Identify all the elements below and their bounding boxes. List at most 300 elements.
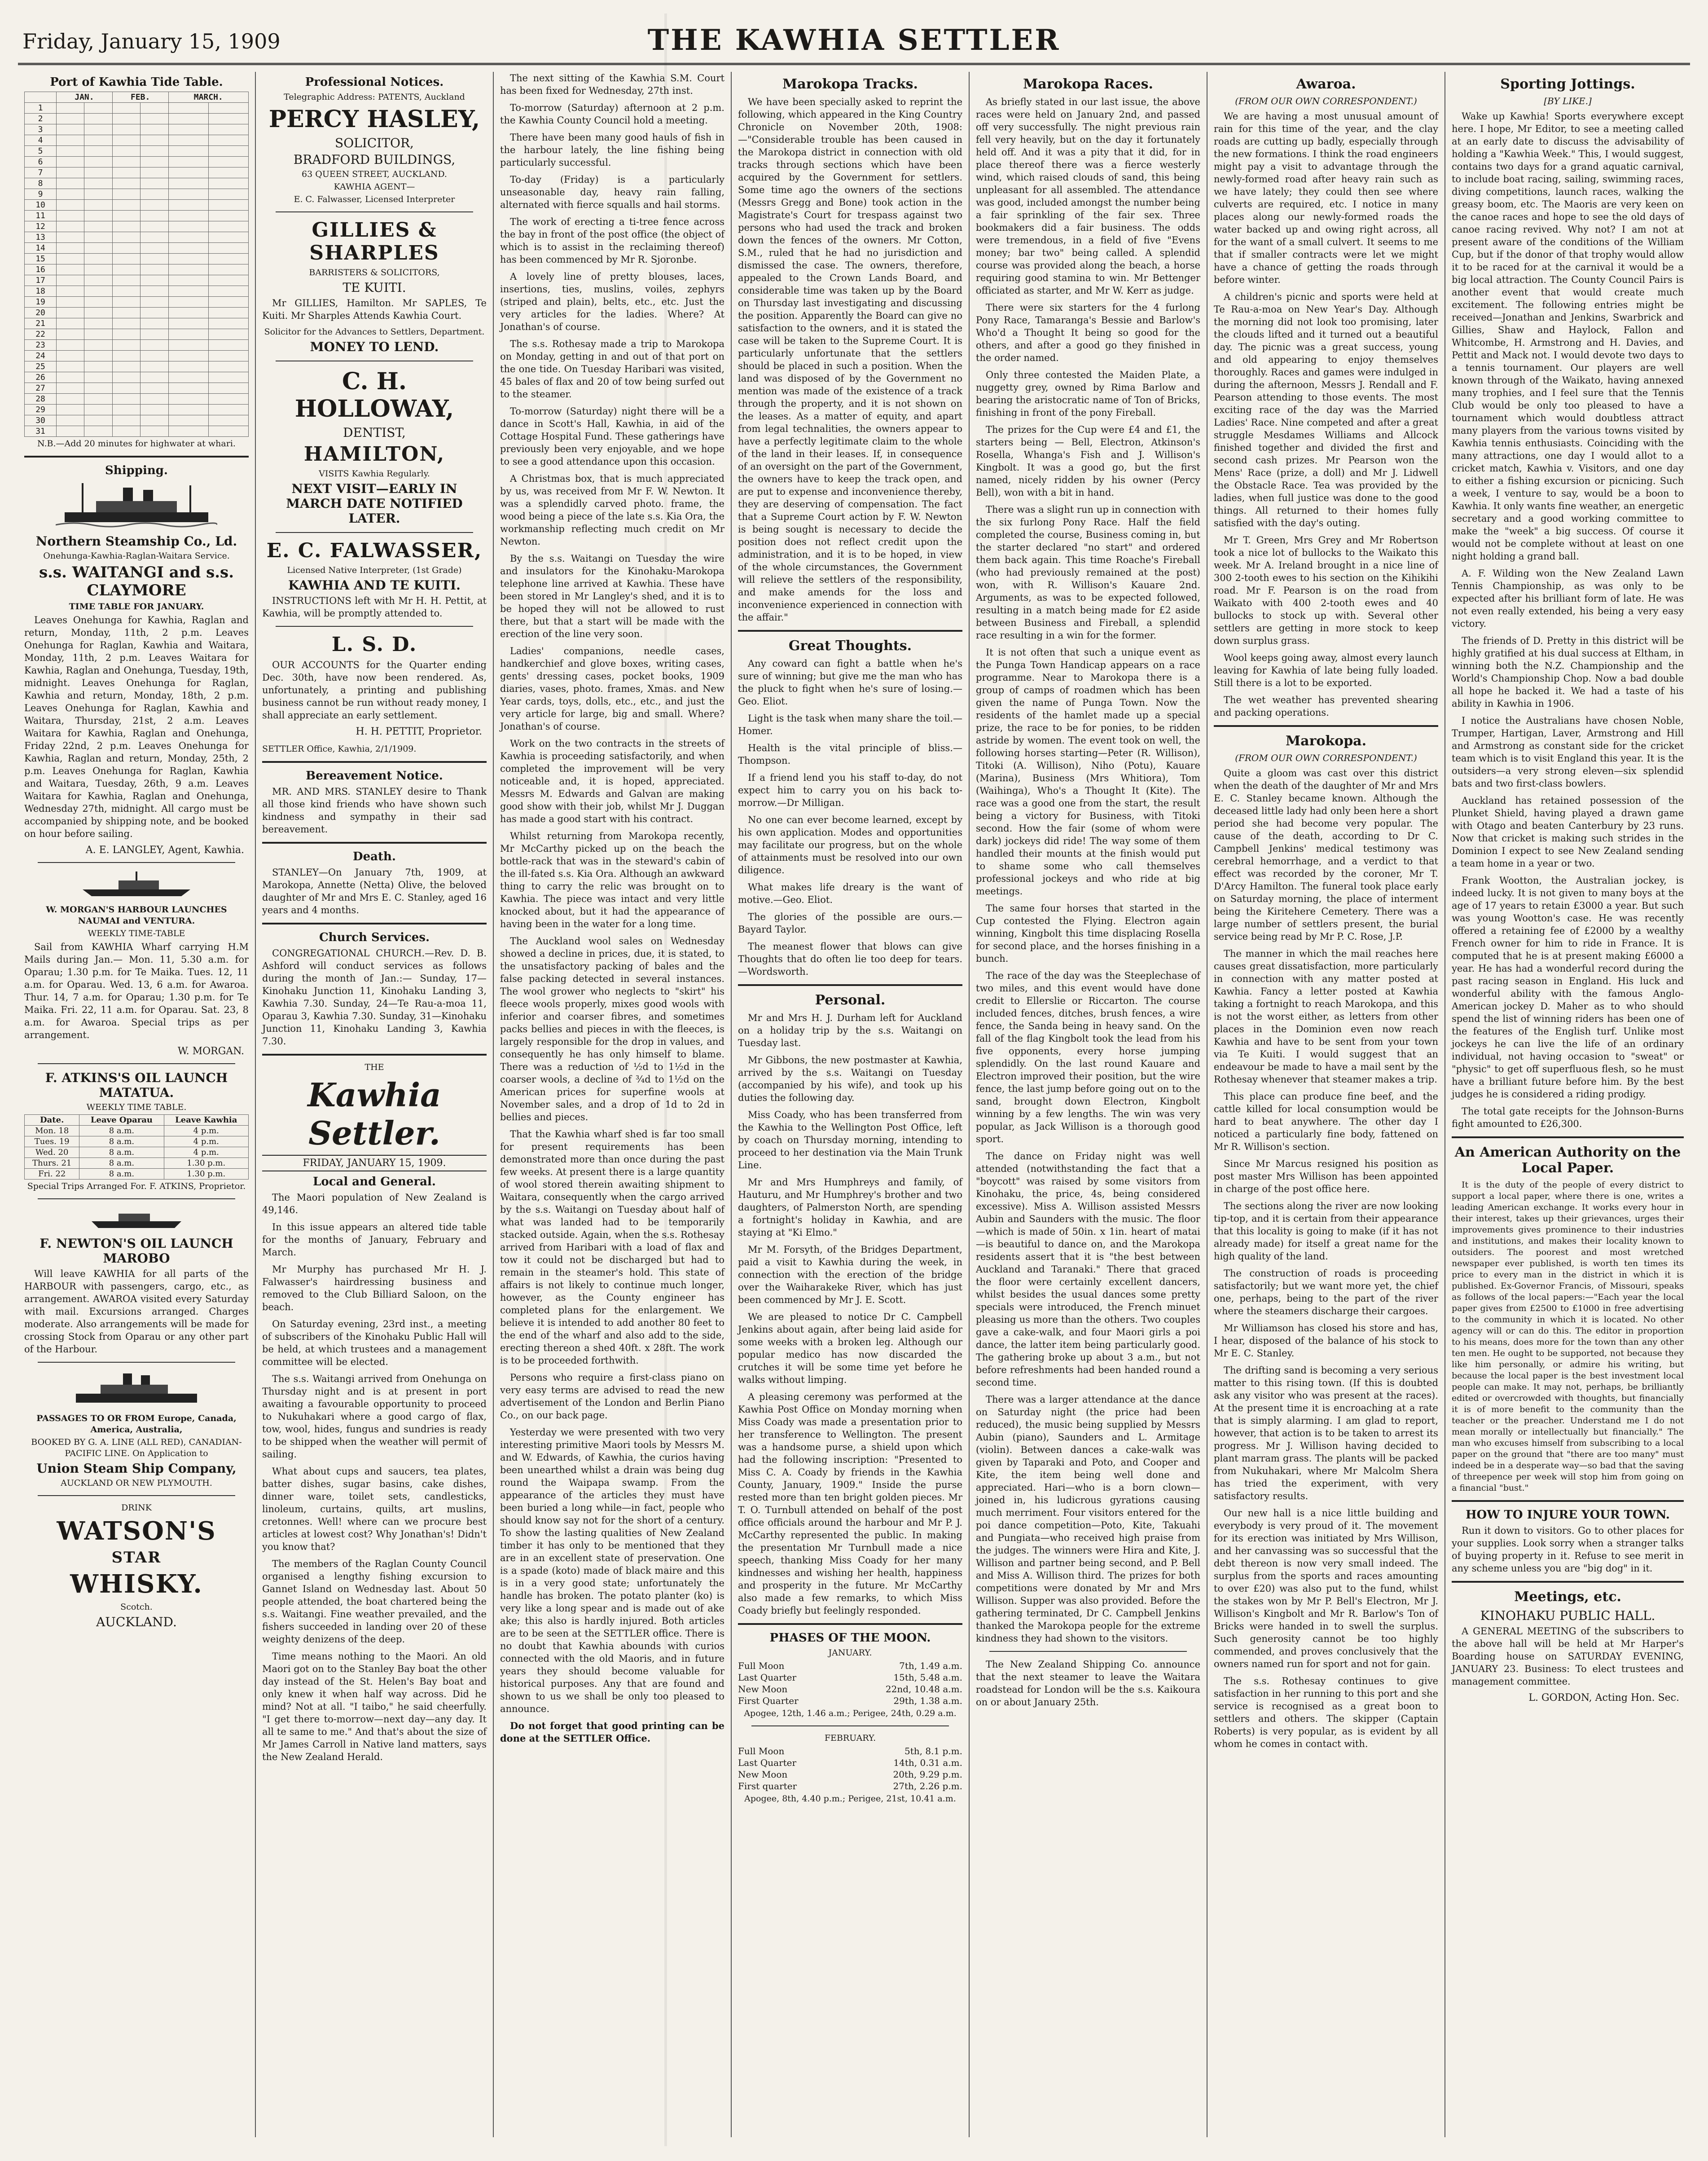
marokopa-para: The manner in which the mail reaches here causes great dissatisfaction, more particularly in connection with any matter posted at Kawhia. Fancy a letter posted at Kawhia taking a fortnight to reach Marokopa, and this is not the worst either, as letters from other places in the Dominion even now reach Kawhia and have to be sent from your town via Te Kuiti. I would suggest that an endeavour be made to have a mail sent by the Rothesay whenever that steamer makes a trip.: [1214, 948, 1438, 1085]
races-para: There were six starters for the 4 furlong Pony Race, Tamaranga's Bessie and Barlow's Who'd a Thought It being so good for the others, and after a good go they finished in the order named.: [976, 302, 1200, 363]
tide-cell: [112, 426, 140, 437]
tide-row: [25, 211, 249, 221]
news-para: Persons who require a first-class piano on very easy terms are advised to read the new advertisement of the London and Berlin Piano Co., on our back page.: [500, 1372, 724, 1421]
holloway-name: C. H. HOLLOWAY,: [294, 368, 454, 423]
marokopa-para: The drifting sand is becoming a very serious matter to this rising town. (If this is doubted ask any visitor who was present at the races). At the present time it is encroaching at a rate that is simply alarming. I am glad to report, however, that action is to be taken to arrest its progress. Mr J. Willison having decided to plant marram grass. The plants will be packed from Nukuhakari, where Mr Malcolm Shera has tried the experiment, with very satisfactory results.: [1214, 1365, 1438, 1501]
tide-cell: [168, 351, 208, 361]
tide-day: 13: [25, 232, 57, 243]
news-para: The Auckland wool sales on Wednesday showed a decline in prices, due, it is stated, to the unsatisfactory packing of bales and the false packing detected in several instances. The wool grower who neglects to "skirt" his fleece wools properly, mixes good wools with inferior and coarser fibres, and sometimes packs bellies and pieces in with the fleeces, is largely responsible for the drop in values, and consequently he has only himself to blame. There was a reduction of ½d to 1½d in the coarser wools, a decline of ¾d to 1½d on the American prices for superfine wools at November sales, and a drop of 1d to 2d in bellies and pieces.: [500, 936, 724, 1122]
sporting-para: Frank Wootton, the Australian jockey, is indeed lucky. It is not given to many boys at the age of 17 years to retain £3000 a year. But such was young Wootton's case. He was recently offered a retaining fee of £2000 by a wealthy French owner for him to ride in France. It is computed that he is at present making £6000 a year. He has had a wonderful record during the past racing season in England. His luck and wonderful ability with the famous Anglo-American jockey D. Maher as to who should spend the list of winning riders has been one of the features of the English turf. Unlike most jockeys he can live the life of an ordinary individual, not having occasion to "sweat" or "physic" to get off superfluous flesh, so he must have a brilliant future before him. By the best judges he is considered a riding prodigy.: [1452, 875, 1684, 1100]
morgan-schedule: Sail from KAWHIA Wharf carrying H.M Mails during Jan.— Mon. 11, 5.30 a.m. for Oparau; 1.30 p.m. for Te Maika. Tues. 12, 11 a.m. for Oparau. Wed. 13, 6 a.m. for Awaroa. Thur. 14, 7 a.m. for Oparau; 1.30 p.m. for Te Maika. Fri. 22, 11 a.m. for Oparau. Sat. 23, 8 a.m. for Awaroa. Special trips as per arrangement.: [24, 942, 249, 1040]
tide-row: [25, 221, 249, 232]
agent-name: E. C. Falwasser, Licensed Interpreter: [294, 194, 455, 204]
percy-hasley: PERCY HASLEY,: [268, 106, 480, 133]
tide-cell: [208, 329, 248, 340]
tide-cell: [141, 221, 168, 232]
atkins-cell: 8 a.m.: [79, 1147, 164, 1158]
tide-cell: [57, 275, 84, 286]
tide-day: 2: [25, 114, 57, 124]
atkins-title: F. ATKINS'S OIL LAUNCH MATATUA.: [45, 1070, 228, 1100]
tide-cell: [141, 383, 168, 394]
personal-para: A pleasing ceremony was performed at the Kawhia Post Office on Monday morning when Miss Coady was made a presentation prior to her transference to Wellington. The present was a handsome purse, a shield upon which had the following inscription: "Presented to Miss C. A. Coady by friends in the Kawhia County, January, 1909." Inside the purse rested more than ten bright golden pieces. Mr T. O. Turnbull attended on behalf of the post office officials around the harbour and Mr P. J. McCarthy represented the public. In making the presentation Mr Turnbull made a nice speech, thanking Miss Coady for her many kindnesses and wishing her health, happiness and prosperity in the future. Mr McCarthy also made a few remarks, to which Miss Coady briefly but feelingly responded.: [738, 1391, 962, 1616]
tide-cell: [112, 351, 140, 361]
tide-cell: [57, 221, 84, 232]
atkins-table: [24, 1114, 249, 1180]
tide-cell: [141, 318, 168, 329]
tide-cell: [84, 329, 112, 340]
marokopa-para: The construction of roads is proceeding satisfactorily; but we want more yet, the chief one, perhaps, being to the part of the river where the steamers discharge their cargoes.: [1214, 1268, 1438, 1316]
local-para: The members of the Raglan County Council organised a lengthy fishing excursion to Gannet Island on Wednesday last. About 50 people attended, the boat chartered being the s.s. Waitangi. Fine weather prevailed, and the fishers succeeded in landing over 20 of these weighty denizens of the deep.: [262, 1558, 487, 1645]
moon-phase-time: 14th, 0.31 a.m.: [893, 1757, 962, 1768]
tide-cell: [208, 426, 248, 437]
local-para: In this issue appears an altered tide table for the months of January, February and March.: [262, 1222, 487, 1258]
moon-phase-name: First quarter: [738, 1781, 797, 1791]
moon-jan-list: [738, 1660, 962, 1707]
nsc-agent: A. E. LANGLEY, Agent, Kawhia.: [85, 845, 244, 856]
races-para: There was a slight run up in connection with the six furlong Pony Race. Half the field completed the course, Business coming in, but the starter declared "no start" and ordered them back again. This time Roache's Fireball (who had previously remained at the post) won, with R. Willison's Kauare 2nd. Arguments, as was to be expected followed, resulting in a match being made for £2 aside between Business and Fireball, a splendid race resulting in a win for the former.: [976, 504, 1200, 641]
tide-cell: [84, 372, 112, 383]
tide-row: [25, 114, 249, 124]
tide-cell: [84, 275, 112, 286]
tide-cell: [208, 232, 248, 243]
tide-cell: [84, 178, 112, 189]
tide-cell: [208, 264, 248, 275]
tide-day: 22: [25, 329, 57, 340]
atkins-cell: Thurs. 21: [25, 1158, 79, 1169]
telegraph-address: Telegraphic Address: PATENTS, Auckland: [284, 92, 465, 102]
tracks-text: We have been specially asked to reprint the following, which appeared in the King Country Chronicle on November 20th, 1908:—"Considerable trouble has been caused in the Marokopa district in connection with old tracks through sections which have been acquired by the Government for settlers. Some time ago the owners of the sections (Messrs Gregg and Bone) took action in the Magistrate's Court for trespass against two persons who had used the track and broken down the fences of the owners. Mr Cotton, S.M., ruled that he had no jurisdiction and dismissed the case. The owners, therefore, appealed to the Crown Lands Board, and considerable time was taken up by the Board on Thursday last investigating and discussing the position. Apparently the Board can give no satisfaction to the owners, and it is stated the case will be taken to the Supreme Court. It is particularly unfortunate that the settlers should be placed in such a position. When the land was disposed of by the Government no mention was made of the existence of a track through the property, and it is not shown on the leases. As a matter of equity, and apart from legal technalities, the owners appear to have a perfectly legitimate claim to the whole of the land in their leases. If, in consequence of an oversight on the part of the Government, the owners have to keep the track open, and are put to expense and inconvenience thereby, they are deserving of compensation. The fact that a Supreme Court action by F. W. Newton is being sought is necessary to decide the position does not reflect credit upon the administration, and it is to be hoped, in view of the whole circumstances, the Government will relieve the settlers of the responsibility, and make amends for the loss and inconvenience experienced in connection with the affair.": [738, 97, 962, 623]
races-para: The dance on Friday night was well attended (notwithstanding the fact that a "boycott" was raised by some visitors from Kinohaku, the price, 4s, being considered excessive). Miss A. Willison assisted Messrs Aubin and Saunders with the music. The floor—which is made of 50in. x 1in. heart of matai—is beautiful to dance on, and the Marokopa residents assert that it is "the best between Auckland and Taranaki." There that graced the floor were certainly excellent dancers, whilst besides the usual dances some pretty specials were introduced, the French minuet pleasing us more than the others. Two couples gave a cake-walk, and four Maori girls a poi dance, the latter item being particularly good. The gathering broke up about 3 a.m., but not before refreshments had been handed round a second time.: [976, 1151, 1200, 1388]
whisky-drink: DRINK: [121, 1503, 152, 1513]
tide-day: 10: [25, 200, 57, 211]
tide-cell: [208, 114, 248, 124]
tide-cell: [112, 372, 140, 383]
tide-cell: [112, 318, 140, 329]
moon-jan-title: JANUARY.: [828, 1648, 872, 1658]
whisky-word: WHISKY.: [70, 1569, 203, 1599]
sporting-byline: [BY LIKE.]: [1544, 96, 1592, 106]
local-para: Mr Murphy has purchased Mr H. J. Falwasser's hairdressing business and removed to the Club Billiard Saloon, on the beach.: [262, 1264, 487, 1312]
tide-note: N.B.—Add 20 minutes for highwater at whari.: [37, 439, 236, 449]
races-para: The prizes for the Cup were £4 and £1, the starters being — Bell, Electron, Atkinson's Rosella, Whanga's Fish and J. Willison's Kingbolt. It was a good go, but the first named, nicely ridden by his owner (Percy Bell), won with a bit in hand.: [976, 424, 1200, 498]
news-para: By the s.s. Waitangi on Tuesday the wire and insulators for the Kinohaku-Marokopa telephone line arrived at Kawhia. These have been stored in Mr Langley's shed, and it is to be hoped they will not be allowed to rust there, but that a start will be made with the erection of the line very soon.: [500, 553, 724, 639]
settler-office-date: SETTLER Office, Kawhia, 2/1/1909.: [262, 744, 417, 754]
moon-phase-time: 5th, 8.1 p.m.: [904, 1746, 962, 1756]
sporting-para: The total gate receipts for the Johnson-Burns fight amounted to £26,300.: [1452, 1106, 1684, 1129]
tide-cell: [112, 405, 140, 415]
ocean-liner-icon: [69, 1369, 204, 1409]
tide-cell: [57, 124, 84, 135]
tide-row: [25, 340, 249, 351]
moon-jan-apogee: Apogee, 12th, 1.46 a.m.; Perigee, 24th, 0.29 a.m.: [744, 1708, 957, 1718]
tide-day: 20: [25, 308, 57, 318]
marokopa-para: Mr Williamson has closed his store and has, I hear, disposed of the balance of his stock to Mr E. C. Stanley.: [1214, 1323, 1438, 1359]
tide-cell: [84, 308, 112, 318]
atkins-note: Special Trips Arranged For. F. ATKINS, Proprietor.: [27, 1181, 246, 1191]
tide-row: [25, 415, 249, 426]
tide-day: 30: [25, 415, 57, 426]
tide-row: [25, 232, 249, 243]
tide-cell: [84, 351, 112, 361]
tide-cell: [208, 254, 248, 264]
tide-day: 25: [25, 361, 57, 372]
tide-cell: [208, 275, 248, 286]
tide-cell: [168, 221, 208, 232]
personal-para: Mr Gibbons, the new postmaster at Kawhia, arrived by the s.s. Waitangi on Tuesday (accompanied by his wife), and took up his duties the following day.: [738, 1055, 962, 1103]
moon-phase-time: 20th, 9.29 p.m.: [893, 1769, 962, 1780]
tide-cell: [141, 308, 168, 318]
column-2: [256, 72, 494, 2137]
atkins-cell: 8 a.m.: [79, 1169, 164, 1180]
atkins-cell: 8 a.m.: [79, 1158, 164, 1169]
moon-phase-time: 29th, 1.38 a.m.: [893, 1695, 962, 1706]
tide-cell: [208, 286, 248, 297]
tide-cell: [112, 394, 140, 405]
morgan-sign: W. MORGAN.: [177, 1046, 244, 1057]
atkins-cell: Tues. 19: [25, 1136, 79, 1147]
tide-day: 11: [25, 211, 57, 221]
awaroa-title: Awaroa.: [1296, 76, 1356, 92]
atkins-table-body: [25, 1126, 249, 1180]
personal-para: Miss Coady, who has been transferred from the Kawhia to the Wellington Post Office, left by coach on Thursday morning, intending to proceed to her destination via the Main Trunk Line.: [738, 1109, 962, 1171]
tide-day: 19: [25, 297, 57, 308]
local-para: The s.s. Waitangi arrived from Onehunga on Thursday night and is at present in port awaiting a favourable opportunity to proceed to Nukuhakari where a good cargo of flax, tow, wool, hides, fungus and sundries is ready to be shipped when the weather will permit of sailing.: [262, 1373, 487, 1460]
tide-cell: [141, 103, 168, 114]
thought: If a friend lend you his staff to-day, do not expect him to carry you on his back to-morrow.—Dr Milligan.: [738, 772, 962, 808]
tide-row: [25, 254, 249, 264]
thought: The glories of the possible are ours.—Bayard Taylor.: [738, 911, 962, 935]
tide-cell: [168, 340, 208, 351]
tide-day: 23: [25, 340, 57, 351]
tide-cell: [208, 103, 248, 114]
death-title: Death.: [353, 850, 396, 863]
church-title: Church Services.: [319, 931, 430, 944]
tide-row: [25, 135, 249, 146]
tide-cell: [84, 157, 112, 167]
races-para: The New Zealand Shipping Co. announce that the next steamer to leave the Waitara roadstead for London will be the s.s. Kaikoura on or about January 25th.: [976, 1659, 1200, 1708]
moon-feb-list: [738, 1745, 962, 1792]
union-company: Union Steam Ship Company,: [36, 1461, 237, 1476]
tide-cell: [112, 124, 140, 135]
tide-cell: [112, 243, 140, 254]
tide-cell: [168, 200, 208, 211]
tide-row: [25, 200, 249, 211]
tide-row: [25, 243, 249, 254]
tide-cell: [208, 297, 248, 308]
moon-phase-name: First Quarter: [738, 1695, 799, 1706]
nsc-schedule: Leaves Onehunga for Kawhia, Raglan and return, Monday, 11th, 2 p.m. Leaves Onehunga for Raglan, Kawhia and Waitara, Monday, 11th, 2 p.m. Leaves Waitara for Kawhia, Raglan and Onehunga, Tuesday, 19th, midnight. Leaves Onehunga for Raglan, Kawhia and return, Monday, 18th, 2 p.m. Leaves Onehunga for Raglan, Kawhia and Waitara, Thursday, 21st, 2 a.m. Leaves Waitara for Kawhia, Raglan and Onehunga, Friday 22nd, 2 p.m. Leaves Onehunga for Kawhia, Raglan and return, Monday, 25th, 2 p.m. Leaves Onehunga for Raglan, Kawhia and Waitara, Tuesday, 26th, 9 a.m. Leaves Waitara for Kawhia, Raglan and Onehunga, Wednesday 27th, midnight. All cargo must be accompanied by shipping note, and be booked on hour before sailing.: [24, 615, 249, 839]
tide-day: 14: [25, 243, 57, 254]
moon-phase-time: 7th, 1.49 a.m.: [899, 1660, 962, 1671]
tide-cell: [84, 167, 112, 178]
tide-cell: [141, 146, 168, 157]
tide-cell: [168, 254, 208, 264]
local-para: What about cups and saucers, tea plates, batter dishes, sugar basins, cake dishes, dinner ware, toilet sets, candlesticks, linoleum, curtains, quilts, art muslins, cretonnes. Well! where can we procure best articles at lowest cost? Why Jonathan's! Didn't you know that?: [262, 1466, 487, 1552]
tide-row: [25, 394, 249, 405]
tide-row: [25, 286, 249, 297]
tide-cell: [168, 318, 208, 329]
tide-cell: [141, 114, 168, 124]
awaroa-para: Mr T. Green, Mrs Grey and Mr Robertson took a nice lot of bullocks to the Waikato this week. Mr A. Ireland brought in a nice line of 300 2-tooth ewes to his section on the Kihikihi road. Mr F. Pearson is on the road from Waikato with 400 2-tooth ewes and 40 bullocks to stock up with. Several other settlers are getting in more stock to keep down surplus grass.: [1214, 535, 1438, 646]
tide-row: [25, 383, 249, 394]
news-para: Ladies' companions, needle cases, handkerchief and glove boxes, writing cases, gents' dressing cases, pocket books, 1909 diaries, vases, photo. frames, Xmas. and New Year cards, toys, dolls, etc., etc., and just the very article for large, big and small. Where? Jonathan's of course.: [500, 646, 724, 732]
marokopa-para: The sections along the river are now looking tip-top, and it is certain from their appearance that this locality is going to make (if it has not already made) for itself a great name for the high quality of the land.: [1214, 1201, 1438, 1262]
atkins-cell: Mon. 18: [25, 1126, 79, 1136]
races-para: Only three contested the Maiden Plate, a nuggetty grey, owned by Rima Barlow and bearing the aristocratic name of Ton of Bricks, finishing in front of the pony Fireball.: [976, 370, 1200, 418]
atkins-cell: Wed. 20: [25, 1147, 79, 1158]
tide-cell: [84, 146, 112, 157]
tide-cell: [208, 340, 248, 351]
tide-cell: [208, 200, 248, 211]
morgan-sub: WEEKLY TIME-TABLE: [88, 929, 185, 938]
licensed-interpreter: Licensed Native Interpreter, (1st Grade): [287, 565, 462, 575]
te-kuiti: TE KUITI.: [342, 280, 406, 295]
tide-row: [25, 178, 249, 189]
column-3: [494, 72, 732, 2137]
tide-cell: [57, 243, 84, 254]
tide-cell: [112, 221, 140, 232]
moon-phase-time: 15th, 5.48 a.m.: [893, 1672, 962, 1683]
kawhia-te-kuiti: KAWHIA AND TE KUITI.: [288, 578, 461, 593]
tide-row: [25, 167, 249, 178]
tide-cell: [84, 264, 112, 275]
local-general-title: Local and General.: [313, 1175, 436, 1188]
kinohaku-hall-sign: L. GORDON, Acting Hon. Sec.: [1528, 1692, 1679, 1703]
kinohaku-hall-text: A GENERAL MEETING of the subscribers to the above hall will be held at Mr Harper's Boarding house on SATURDAY EVENING, JANUARY 23. Business: To elect trustees and management committee.: [1452, 1626, 1684, 1687]
tide-day: 9: [25, 189, 57, 200]
atkins-row: [25, 1136, 249, 1147]
tide-row: [25, 329, 249, 340]
tide-day: 17: [25, 275, 57, 286]
moon-phase-name: New Moon: [738, 1684, 788, 1694]
tide-cell: [84, 426, 112, 437]
nsc-name: Northern Steamship Co., Ld.: [35, 534, 237, 549]
tide-cell: [168, 124, 208, 135]
tide-cell: [208, 146, 248, 157]
tide-cell: [141, 372, 168, 383]
american-authority-text: It is the duty of the people of every district to support a local paper, where there is one, writes a leading American exchange. It works every hour in their interest, takes up their grievances, urges their improvements gives prominence to their industries and institutions, and makes their locality known to outsiders. The poorest and most wretched newspaper ever published, is worth ten times its price to every man in the district in which it is published. Ex-Governor Francis, of Missouri, speaks as follows of the local papers:—"Each year the local paper gives from £2500 to £1000 in free advertising to the community in which it is located. No other agency will or can do this. The editor in proportion to his means, does more for the town than any other ten men. He ought to be supported, not because they like him personally, or admire his writing, but because the local paper is the best investment local people can make. It may not, perhaps, be brilliantly edited or overcrowded with thoughts, but financially it is of more benefit to the community than the teacher or the preacher. Understand me I do not mean morally or intellectually but financially." The man who excuses himself from subscribing to a local paper on the ground that "there are too many" must indeed be in a desperate way—so bad that the saving of threepence per week will stop him from going on a financial "bust.": [1452, 1180, 1684, 1493]
tide-day: 12: [25, 221, 57, 232]
moon-phase-row: [738, 1660, 962, 1672]
tide-cell: [112, 189, 140, 200]
tide-cell: [141, 167, 168, 178]
tide-cell: [168, 329, 208, 340]
tide-day: 15: [25, 254, 57, 264]
tide-row: [25, 308, 249, 318]
tide-row: [25, 275, 249, 286]
tide-cell: [208, 211, 248, 221]
tide-cell: [141, 211, 168, 221]
tide-day: 26: [25, 372, 57, 383]
tide-row: [25, 124, 249, 135]
tide-cell: [141, 351, 168, 361]
american-authority-title: An American Authority on the Local Paper.: [1454, 1144, 1681, 1176]
bradford-buildings: BRADFORD BUILDINGS,: [293, 152, 456, 167]
marokopa-races-title: Marokopa Races.: [1023, 76, 1153, 92]
atkins-col-oparau: Leave Oparau: [79, 1115, 164, 1126]
tide-cell: [57, 329, 84, 340]
solicitor-label: SOLICITOR,: [335, 136, 414, 150]
tide-cell: [84, 286, 112, 297]
thought: Light is the task when many share the toil.—Homer.: [738, 713, 962, 736]
moon-feb-apogee: Apogee, 8th, 4.40 p.m.; Perigee, 21st, 10.41 a.m.: [744, 1794, 956, 1804]
tide-cell: [168, 135, 208, 146]
tide-cell: [168, 297, 208, 308]
tide-cell: [57, 157, 84, 167]
tide-cell: [112, 146, 140, 157]
tide-cell: [57, 308, 84, 318]
thought: Any coward can fight a battle when he's sure of winning; but give me the man who has the pluck to fight when he's sure of losing.—Geo. Eliot.: [738, 658, 962, 707]
atkins-cell: 4 p.m.: [164, 1136, 248, 1147]
moon-phase-time: 22nd, 10.48 a.m.: [885, 1684, 962, 1694]
tide-day: 16: [25, 264, 57, 275]
tide-cell: [112, 135, 140, 146]
instructions: INSTRUCTIONS left with Mr H. H. Pettit, at Kawhia, will be promptly attended to.: [262, 595, 487, 619]
tide-row: [25, 405, 249, 415]
barristers: BARRISTERS & SOLICITORS,: [309, 268, 440, 277]
tide-cell: [57, 286, 84, 297]
newspaper-title: THE KAWHIA SETTLER: [647, 23, 1061, 57]
tide-cell: [84, 189, 112, 200]
tide-cell: [112, 275, 140, 286]
news-para: A Christmas box, that is much appreciated by us, was received from Mr F. W. Newton. It was a splendidly carved photo. frame, the wood being a piece of the late s.s. Kia Ora, the workmanship reflecting much credit on Mr Newton.: [500, 473, 724, 547]
tide-cell: [57, 372, 84, 383]
tide-cell: [57, 394, 84, 405]
tide-cell: [112, 361, 140, 372]
tide-cell: [57, 135, 84, 146]
races-para: There was a larger attendance at the dance on Saturday night (the price had been reduced), the music being supplied by Messrs Aubin (piano), Saunders and L. Armitage (violin). Between dances a cake-walk was given by Taparaki and Poto, and Cooper and Kite, the item being well done and appreciated. Hari—who is a born clown—joined in, his ludicrous gyrations causing much merriment. Four visitors entered for the poi dance competition—Poto, Kite, Takuahi and Pungiata—who received high praise from the judges. The winners were Hira and Kite, J. Willison and partner being second, and P. Bell and Miss A. Willison third. The prizes for both competitions were donated by Mr and Mrs Willison. Supper was also provided. Before the gathering terminated, Dr C. Campbell Jenkins thanked the Marokopa people for the extreme kindness they had shown to the visitors.: [976, 1394, 1200, 1644]
tide-day: 5: [25, 146, 57, 157]
gillies-sharples: GILLIES & SHARPLES: [309, 219, 439, 264]
tide-cell: [84, 340, 112, 351]
falwasser-name: E. C. FALWASSER,: [266, 539, 483, 562]
tide-day: 3: [25, 124, 57, 135]
money-to-lend: MONEY TO LEND.: [310, 339, 439, 354]
tide-table-body: [25, 103, 249, 437]
tide-cell: [168, 372, 208, 383]
tide-cell: [208, 372, 248, 383]
church-text: CONGREGATIONAL CHURCH.—Rev. D. B. Ashford will conduct services as follows during the month of Jan.:— Sunday, 17—Kinohaku Junction 11, Kinohaku Landing 3, Kawhia 7.30. Sunday, 24—Te Rau-a-moa 11, Oparau 3, Kawhia 7.30. Sunday, 31—Kinohaku Junction 11, Kinohaku Landing 3, Kawhia 7.30.: [262, 948, 487, 1047]
moon-feb-title: FEBRUARY.: [824, 1733, 876, 1743]
column-4: [732, 72, 970, 2137]
moon-phase-row: [738, 1757, 962, 1769]
marokopa-para: The s.s. Rothesay continues to give satisfaction in her running to this port and she service is recognised as a great boon to settlers and others. The skipper (Captain Roberts) is very popular, as is evident by all whom he comes in contact with.: [1214, 1676, 1438, 1749]
tide-cell: [57, 189, 84, 200]
next-visit: NEXT VISIT—EARLY IN MARCH DATE NOTIFIED LATER.: [286, 481, 463, 526]
news-para: Work on the two contracts in the streets of Kawhia is proceeding satisfactorily, and when completed the improvement will be very noticeable and, it is hoped, appreciated. Messrs M. Edwards and Galvan are making good show with their job, whilst Mr J. Duggan has made a good start with his contract.: [500, 738, 724, 824]
bereavement-text: MR. AND MRS. STANLEY desire to Thank all those kind friends who have shown such kindness and sympathy in their sad bereavement.: [262, 786, 487, 835]
tide-day: 27: [25, 383, 57, 394]
moon-phase-row: [738, 1769, 962, 1780]
tide-table: [24, 92, 249, 437]
tide-day: 7: [25, 167, 57, 178]
marokopa-tracks-title: Marokopa Tracks.: [782, 76, 918, 92]
atkins-cell: 1.30 p.m.: [164, 1169, 248, 1180]
tide-cell: [57, 178, 84, 189]
passages-text: BOOKED BY G. A. LINE (ALL RED), CANADIAN-PACIFIC LINE. On Application to: [31, 1437, 242, 1458]
tide-day: 29: [25, 405, 57, 415]
tide-cell: [168, 415, 208, 426]
tide-cell: [112, 254, 140, 264]
tide-row: [25, 103, 249, 114]
tide-cell: [112, 264, 140, 275]
moon-phase-row: [738, 1780, 962, 1792]
tide-cell: [112, 211, 140, 221]
whisky-star: STAR: [111, 1549, 162, 1567]
tide-cell: [141, 254, 168, 264]
news-para: To-morrow (Saturday) afternoon at 2 p.m. the Kawhia County Council hold a meeting.: [500, 102, 724, 126]
column-6: [1207, 72, 1445, 2137]
tide-row: [25, 189, 249, 200]
lsd-text: OUR ACCOUNTS for the Quarter ending Dec. 30th, have now been rendered. As, unfortunately, a printing and publishing business cannot be run without ready money, I shall appreciate an early settlement.: [262, 660, 487, 721]
whisky-brand: WATSON'S: [57, 1516, 216, 1546]
tide-cell: [168, 211, 208, 221]
tide-day: 21: [25, 318, 57, 329]
newspaper-page: [18, 13, 1690, 2146]
tide-cell: [168, 275, 208, 286]
tide-cell: [112, 114, 140, 124]
tide-cell: [112, 308, 140, 318]
moon-phases-title: PHASES OF THE MOON.: [769, 1631, 931, 1645]
sporting-para: The friends of D. Pretty in this district will be highly gratified at his dual success at Eltham, in winning both the N.Z. Championship and the World's Championship Chop. Now a bad double all hope he backed it. We had a taste of his ability in Kawhia in 1906.: [1452, 635, 1684, 709]
column-1: [18, 72, 256, 2137]
thought: Health is the vital principle of bliss.—Thompson.: [738, 743, 962, 766]
tide-day: 4: [25, 135, 57, 146]
tide-cell: [112, 178, 140, 189]
gillies-text: Mr GILLIES, Hamilton. Mr SAPLES, Te Kuiti. Mr Sharples Attends Kawhia Court.: [262, 298, 487, 321]
tide-cell: [57, 211, 84, 221]
meetings-title: Meetings, etc.: [1514, 1589, 1621, 1605]
tide-cell: [84, 114, 112, 124]
tide-cell: [84, 254, 112, 264]
personal-para: Mr M. Forsyth, of the Bridges Department, paid a visit to Kawhia during the week, in connection with the erection of the bridge over the Waiharakeke River, which has just been commenced by Mr J. E. Scott.: [738, 1244, 962, 1305]
tide-cell: [168, 232, 208, 243]
tide-cell: [112, 103, 140, 114]
solicitor-note: Solicitor for the Advances to Settlers, Department.: [264, 327, 485, 337]
newton-text: Will leave KAWHIA for all parts of the HARBOUR with passengers, cargo, etc., as arrangement. AWAROA visited every Saturday with mail. Excursions arranged. Charges moderate. Also arrangements will be made for crossing Stock from Oparau or any other part of the Harbour.: [24, 1268, 249, 1355]
races-para: The race of the day was the Steeplechase of two miles, and this event would have done credit to Ellerslie or Riccarton. The course included fences, ditches, brush fences, a wire fence, the Sanda being in heavy sand. On the fall of the flag Kingbolt took the lead from his five opponents, every horse jumping splendidly. On the last round Kauare and Electron improved their position, but the wire fence, the last jump before going out on to the sand, brought down Electron, Kingbolt winning by a few lengths. The win was very popular, as Jack Willison is a thorough good sport.: [976, 970, 1200, 1144]
tide-cell: [208, 308, 248, 318]
tide-cell: [112, 157, 140, 167]
masthead: [18, 13, 1690, 65]
tide-day: 28: [25, 394, 57, 405]
sporting-para: I notice the Australians have chosen Noble, Trumper, Hartigan, Laver, Armstrong and Hill and Armstrong as constant side for the cricket team which is to visit England this year. It is the outsiders—a very strong eleven—six splendid bats and two first-class bowlers.: [1452, 715, 1684, 789]
tide-cell: [57, 351, 84, 361]
hamilton-label: HAMILTON,: [303, 443, 445, 466]
sporting-title: Sporting Jottings.: [1500, 76, 1635, 92]
tide-cell: [168, 308, 208, 318]
tide-cell: [84, 232, 112, 243]
tide-cell: [112, 383, 140, 394]
tide-row: [25, 351, 249, 361]
tide-cell: [141, 329, 168, 340]
tide-cell: [168, 178, 208, 189]
atkins-row: [25, 1158, 249, 1169]
marokopa-byline: (FROM OUR OWN CORRESPONDENT.): [1235, 753, 1417, 763]
tide-cell: [208, 167, 248, 178]
tide-cell: [208, 383, 248, 394]
tide-row: [25, 146, 249, 157]
tide-cell: [168, 103, 208, 114]
tide-row: [25, 264, 249, 275]
tide-cell: [208, 318, 248, 329]
tide-cell: [84, 135, 112, 146]
tide-cell: [141, 275, 168, 286]
launch-icon: [78, 869, 195, 901]
tide-day: 31: [25, 426, 57, 437]
races-para: The same four horses that started in the Cup contested the Flying. Electron again winning, Kingbolt this time displacing Rosella for second place, and the horses finishing in a bunch.: [976, 903, 1200, 964]
tide-cell: [168, 167, 208, 178]
